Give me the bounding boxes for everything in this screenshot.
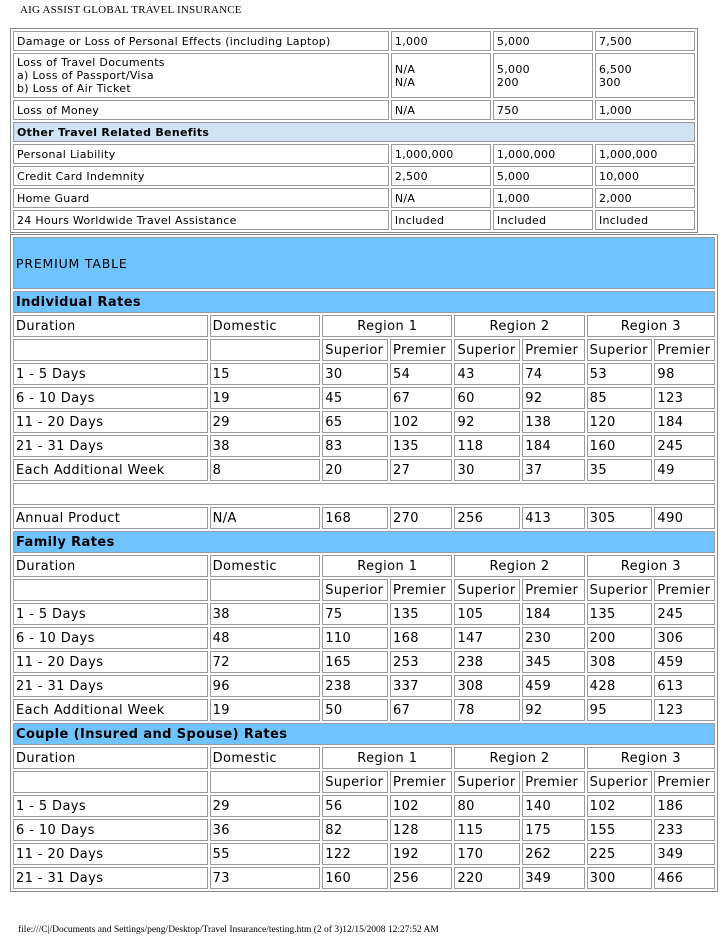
rate-cell: 92: [522, 699, 584, 721]
rate-row: [13, 435, 715, 457]
rate-cell: 308: [454, 675, 520, 697]
region-1-header: Region 1: [322, 555, 452, 577]
rate-cell: 120: [587, 411, 653, 433]
rate-cell: 613: [654, 675, 715, 697]
premier-header: Premier: [390, 771, 452, 793]
rate-cell: 20: [322, 459, 388, 481]
rate-cell: 60: [454, 387, 520, 409]
rate-cell: 92: [454, 411, 520, 433]
region-3-header: Region 3: [587, 315, 715, 337]
rate-cell: 220: [454, 867, 520, 889]
benefit-label: [13, 53, 389, 98]
rate-cell: 8: [210, 459, 321, 481]
benefit-value-3: [595, 53, 695, 98]
rate-cell: 74: [522, 363, 584, 385]
benefit-label: Personal Liability: [13, 144, 389, 164]
individual-rates-title: Individual Rates: [13, 291, 715, 313]
benefit-label: Loss of Money: [13, 100, 389, 120]
rate-cell: 96: [210, 675, 321, 697]
rate-cell: 262: [522, 843, 584, 865]
rate-cell: 160: [587, 435, 653, 457]
premium-table: [10, 234, 718, 892]
rate-cell: 30: [454, 459, 520, 481]
rate-cell: 118: [454, 435, 520, 457]
benefit-value-3: Included: [595, 210, 695, 230]
superior-header: Superior: [587, 771, 653, 793]
rate-cell: 186: [654, 795, 715, 817]
empty-cell: [210, 339, 321, 361]
page-footer: file:///C|/Documents and Settings/peng/Desktop/Travel Insurance/testing.htm (2 of 3)12/15/2008 12:27:52 AM: [18, 925, 439, 935]
benefit-label: 24 Hours Worldwide Travel Assistance: [13, 210, 389, 230]
benefit-value-2: 1,000,000: [493, 144, 593, 164]
rate-cell: 138: [522, 411, 584, 433]
rate-cell: 38: [210, 603, 321, 625]
rate-cell: 306: [654, 627, 715, 649]
rate-cell: 245: [654, 603, 715, 625]
family-rates-title-row: [13, 531, 715, 553]
rate-cell: 83: [322, 435, 388, 457]
rate-cell: 428: [587, 675, 653, 697]
duration-cell: 1 - 5 Days: [13, 363, 208, 385]
benefit-label: Damage or Loss of Personal Effects (including Laptop): [13, 31, 389, 51]
rate-cell: 102: [587, 795, 653, 817]
benefit-value-1: 1,000: [391, 31, 491, 51]
rate-row: [13, 843, 715, 865]
rate-cell: 168: [322, 507, 388, 529]
benefit-row: [13, 31, 695, 51]
benefit-value-2-line: 5,000: [496, 62, 530, 76]
benefit-value-2: 1,000: [493, 188, 593, 208]
rate-cell: 80: [454, 795, 520, 817]
rate-row: [13, 387, 715, 409]
duration-header: Duration: [13, 747, 208, 769]
duration-cell: 6 - 10 Days: [13, 387, 208, 409]
rate-cell: 50: [322, 699, 388, 721]
rate-cell: 67: [390, 699, 452, 721]
duration-cell: 11 - 20 Days: [13, 651, 208, 673]
rate-cell: 65: [322, 411, 388, 433]
region-1-header: Region 1: [322, 315, 452, 337]
empty-cell: [13, 339, 208, 361]
rate-cell: 49: [654, 459, 715, 481]
rate-cell: 238: [454, 651, 520, 673]
rate-cell: 75: [322, 603, 388, 625]
duration-header: Duration: [13, 555, 208, 577]
empty-cell: [13, 771, 208, 793]
rate-cell: 300: [587, 867, 653, 889]
page-header: AIG ASSIST GLOBAL TRAVEL INSURANCE: [20, 4, 242, 16]
rate-cell: 53: [587, 363, 653, 385]
rate-cell: 95: [587, 699, 653, 721]
family-rates-title: Family Rates: [13, 531, 715, 553]
rate-cell: 184: [522, 603, 584, 625]
rate-cell: 245: [654, 435, 715, 457]
domestic-header: Domestic: [210, 747, 321, 769]
rate-cell: 56: [322, 795, 388, 817]
rate-cell: 122: [322, 843, 388, 865]
rate-cell: 230: [522, 627, 584, 649]
rate-cell: 29: [210, 795, 321, 817]
benefit-value-1-line: N/A: [394, 75, 416, 89]
rate-cell: 45: [322, 387, 388, 409]
premier-header: Premier: [522, 339, 584, 361]
benefit-value-3: 10,000: [595, 166, 695, 186]
region-3-header: Region 3: [587, 555, 715, 577]
rate-cell: 19: [210, 387, 321, 409]
benefit-value-3: 7,500: [595, 31, 695, 51]
rate-cell: 238: [322, 675, 388, 697]
rate-cell: 102: [390, 795, 452, 817]
benefit-label-line: b) Loss of Air Ticket: [17, 82, 131, 95]
rate-cell: 35: [587, 459, 653, 481]
rate-cell: 102: [390, 411, 452, 433]
region-1-header: Region 1: [322, 747, 452, 769]
rate-cell: 38: [210, 435, 321, 457]
rate-cell: 459: [522, 675, 584, 697]
rate-cell: 490: [654, 507, 715, 529]
superior-header: Superior: [454, 771, 520, 793]
region-2-header: Region 2: [454, 315, 584, 337]
premium-header-row: [13, 555, 715, 577]
rate-cell: 135: [390, 435, 452, 457]
rate-cell: 82: [322, 819, 388, 841]
benefit-section-row: [13, 122, 695, 142]
benefit-value-2: [493, 53, 593, 98]
rate-cell: 184: [522, 435, 584, 457]
rate-cell: 73: [210, 867, 321, 889]
premier-header: Premier: [654, 579, 715, 601]
premium-title-row: [13, 237, 715, 289]
rate-cell: 170: [454, 843, 520, 865]
benefit-value-1: 2,500: [391, 166, 491, 186]
rate-cell: 67: [390, 387, 452, 409]
rate-cell: 78: [454, 699, 520, 721]
duration-cell: Each Additional Week: [13, 459, 208, 481]
superior-header: Superior: [322, 579, 388, 601]
rate-cell: 140: [522, 795, 584, 817]
rate-cell: 92: [522, 387, 584, 409]
rate-cell: 168: [390, 627, 452, 649]
superior-header: Superior: [454, 579, 520, 601]
benefit-value-3-line: 6,500: [598, 62, 632, 76]
premier-header: Premier: [522, 579, 584, 601]
rate-row: [13, 411, 715, 433]
benefit-value-1: Included: [391, 210, 491, 230]
benefit-value-3-line: 300: [598, 75, 621, 89]
duration-cell: 21 - 31 Days: [13, 435, 208, 457]
premium-title: PREMIUM TABLE: [13, 237, 715, 289]
domestic-header: Domestic: [210, 315, 321, 337]
rate-cell: 225: [587, 843, 653, 865]
rate-cell: 349: [654, 843, 715, 865]
benefits-table: [10, 28, 698, 233]
empty-cell: [210, 771, 321, 793]
individual-rates-title-row: [13, 291, 715, 313]
rate-cell: 123: [654, 699, 715, 721]
rate-cell: 30: [322, 363, 388, 385]
benefit-value-2: 5,000: [493, 31, 593, 51]
rate-cell: 27: [390, 459, 452, 481]
rate-row: [13, 867, 715, 889]
benefit-row: [13, 166, 695, 186]
benefit-value-1-line: N/A: [394, 62, 416, 76]
duration-cell: 11 - 20 Days: [13, 843, 208, 865]
rate-cell: 184: [654, 411, 715, 433]
rate-row: [13, 651, 715, 673]
rate-cell: 413: [522, 507, 584, 529]
benefit-value-2: 5,000: [493, 166, 593, 186]
duration-cell: 21 - 31 Days: [13, 867, 208, 889]
benefit-label-line: Loss of Travel Documents: [17, 56, 165, 69]
rate-cell: 115: [454, 819, 520, 841]
rate-row: [13, 627, 715, 649]
benefit-value-3: 2,000: [595, 188, 695, 208]
rate-cell: 43: [454, 363, 520, 385]
superior-header: Superior: [587, 579, 653, 601]
rate-cell: 37: [522, 459, 584, 481]
superior-header: Superior: [322, 771, 388, 793]
rate-cell: 349: [522, 867, 584, 889]
rate-cell: 128: [390, 819, 452, 841]
premier-header: Premier: [390, 339, 452, 361]
benefit-value-1: N/A: [391, 188, 491, 208]
rate-cell: 110: [322, 627, 388, 649]
rate-cell: 85: [587, 387, 653, 409]
rate-row: [13, 603, 715, 625]
benefit-value-2: 750: [493, 100, 593, 120]
premier-header: Premier: [522, 771, 584, 793]
benefit-row: [13, 100, 695, 120]
superior-header: Superior: [322, 339, 388, 361]
rate-cell: 175: [522, 819, 584, 841]
premium-subheader-row: [13, 339, 715, 361]
rate-cell: 305: [587, 507, 653, 529]
premier-header: Premier: [390, 579, 452, 601]
rate-cell: 270: [390, 507, 452, 529]
rate-cell: 29: [210, 411, 321, 433]
benefit-value-3: 1,000: [595, 100, 695, 120]
duration-cell: 1 - 5 Days: [13, 603, 208, 625]
rate-cell: 459: [654, 651, 715, 673]
benefit-row: [13, 188, 695, 208]
premium-header-row: [13, 747, 715, 769]
region-2-header: Region 2: [454, 747, 584, 769]
rate-cell: 48: [210, 627, 321, 649]
empty-cell: [13, 579, 208, 601]
rate-cell: 36: [210, 819, 321, 841]
superior-header: Superior: [454, 339, 520, 361]
premium-subheader-row: [13, 771, 715, 793]
rate-row: [13, 819, 715, 841]
rate-row: [13, 699, 715, 721]
duration-cell: 11 - 20 Days: [13, 411, 208, 433]
region-2-header: Region 2: [454, 555, 584, 577]
couple-rates-title-row: [13, 723, 715, 745]
duration-header: Duration: [13, 315, 208, 337]
rate-cell: 15: [210, 363, 321, 385]
duration-cell: Annual Product: [13, 507, 208, 529]
domestic-header: Domestic: [210, 555, 321, 577]
couple-rates-title: Couple (Insured and Spouse) Rates: [13, 723, 715, 745]
spacer-row: [13, 483, 715, 505]
benefit-row: [13, 144, 695, 164]
benefit-row: [13, 53, 695, 98]
empty-cell: [210, 579, 321, 601]
benefit-value-3: 1,000,000: [595, 144, 695, 164]
rate-cell: 135: [390, 603, 452, 625]
rate-row: [13, 795, 715, 817]
duration-cell: Each Additional Week: [13, 699, 208, 721]
rate-cell: 98: [654, 363, 715, 385]
rate-row: [13, 363, 715, 385]
rate-cell: 466: [654, 867, 715, 889]
benefit-label: Home Guard: [13, 188, 389, 208]
duration-cell: 6 - 10 Days: [13, 819, 208, 841]
benefit-section-title: Other Travel Related Benefits: [13, 122, 695, 142]
benefit-label: Credit Card Indemnity: [13, 166, 389, 186]
rate-cell: 105: [454, 603, 520, 625]
rate-cell: 337: [390, 675, 452, 697]
rate-cell: 160: [322, 867, 388, 889]
empty-cell: [13, 483, 715, 505]
duration-cell: 6 - 10 Days: [13, 627, 208, 649]
benefit-value-1: 1,000,000: [391, 144, 491, 164]
rate-cell: 256: [454, 507, 520, 529]
rate-cell: 54: [390, 363, 452, 385]
superior-header: Superior: [587, 339, 653, 361]
rate-cell: 19: [210, 699, 321, 721]
rate-cell: 192: [390, 843, 452, 865]
benefit-row: [13, 210, 695, 230]
rate-cell: 147: [454, 627, 520, 649]
benefit-value-2-line: 200: [496, 75, 519, 89]
premium-header-row: [13, 315, 715, 337]
benefit-label-line: a) Loss of Passport/Visa: [17, 69, 154, 82]
premium-subheader-row: [13, 579, 715, 601]
rate-cell: 200: [587, 627, 653, 649]
rate-cell: 55: [210, 843, 321, 865]
rate-row: [13, 459, 715, 481]
rate-cell: 123: [654, 387, 715, 409]
benefit-value-1: [391, 53, 491, 98]
rate-row: [13, 675, 715, 697]
rate-cell: 253: [390, 651, 452, 673]
annual-product-row: [13, 507, 715, 529]
rate-cell: 155: [587, 819, 653, 841]
premier-header: Premier: [654, 339, 715, 361]
duration-cell: 21 - 31 Days: [13, 675, 208, 697]
rate-cell: 233: [654, 819, 715, 841]
rate-cell: 345: [522, 651, 584, 673]
premier-header: Premier: [654, 771, 715, 793]
benefit-value-1: N/A: [391, 100, 491, 120]
benefit-value-2: Included: [493, 210, 593, 230]
rate-cell: 165: [322, 651, 388, 673]
rate-cell: 308: [587, 651, 653, 673]
duration-cell: 1 - 5 Days: [13, 795, 208, 817]
rate-cell: 135: [587, 603, 653, 625]
rate-cell: N/A: [210, 507, 321, 529]
region-3-header: Region 3: [587, 747, 715, 769]
rate-cell: 256: [390, 867, 452, 889]
rate-cell: 72: [210, 651, 321, 673]
